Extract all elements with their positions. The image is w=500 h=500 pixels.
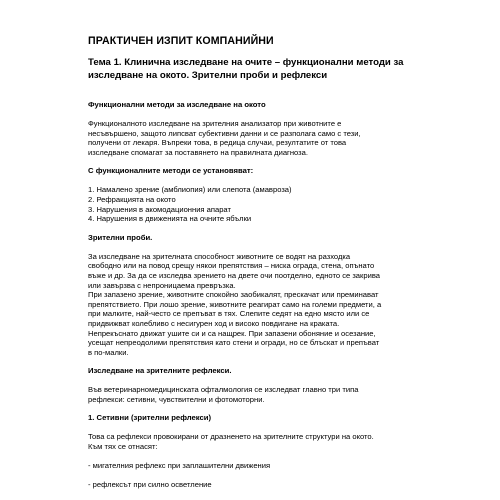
list-item: 1. Намалено зрение (амблиопия) или слепота (амавроза) — [88, 185, 292, 195]
paragraph-line: препятствието. При лошо зрение, животните реагират само на големи предмети, а — [88, 299, 382, 309]
paragraph-line: свободно или на повод срещу някои препятствия – ниска ограда, стена, опънато — [88, 261, 375, 271]
paragraph-line: Във ветеринарномедицинската офталмология се изследват главно три типа — [88, 385, 359, 395]
paragraph-sensory-reflexes — [88, 432, 416, 451]
paragraph-line: При запазено зрение, животните спокойно заобикалят, прескачат или преминават — [88, 290, 379, 300]
paragraph-reflexes — [88, 385, 416, 404]
paragraph-line: изследване спомагат за поставянето на правилната диагноза. — [88, 147, 308, 157]
bullet-item: - мигателния рефлекс при заплашителни движения — [88, 460, 271, 470]
bullet-item: - рефлексът при силно осветление — [88, 480, 212, 490]
document-title: ПРАКТИЧЕН ИЗПИТ КОМПАНИЙНИ — [88, 35, 274, 47]
paragraph-line: рефлекси: сетивни, чувствителни и фотомоторни. — [88, 394, 265, 404]
list-item: 3. Нарушения в акомодационния апарат — [88, 204, 231, 214]
list-item: 2. Рефракцията на окото — [88, 194, 176, 204]
paragraph-line: Функционалното изследване на зрителния анализатор при животните е — [88, 119, 342, 128]
topic-title — [88, 57, 416, 82]
section-heading-functional-methods: Функционални методи за изследване на окото — [88, 100, 266, 109]
paragraph-line: Към тях се отнасят: — [88, 442, 158, 452]
topic-title-line: изследване на окото. Зрителни проби и рефлекси — [88, 69, 328, 81]
paragraph-line: или завързва с непроницаема превръзка. — [88, 280, 236, 290]
paragraph-line: придвижват колебливо с несигурен ход и високо повдигане на краката. — [88, 318, 340, 328]
paragraph-line: получени от лекаря. Въпреки това, в редица случаи, резултатите от това — [88, 138, 347, 148]
paragraph-line: въже и др. За да се изследва зрението на двете очи поотделно, едното се закрива — [88, 270, 380, 280]
section-heading-sensory-reflexes: 1. Сетивни (зрителни рефлекси) — [88, 413, 212, 423]
section-heading-established: С функционалните методи се установяват: — [88, 166, 254, 176]
topic-title-line: Тема 1. Клинична изследване на очите – функционални методи за — [88, 57, 404, 68]
numbered-list — [88, 185, 416, 223]
paragraph-line: Непрекъснато движат ушите си и са нащрек. При запазени обоняние и осезание, — [88, 328, 376, 338]
section-heading-reflexes: Изследване на зрителните рефлекси. — [88, 366, 232, 376]
paragraph-visual-tests — [88, 252, 416, 358]
paragraph-functional-intro — [88, 119, 416, 157]
paragraph-line: Това са рефлекси провокирани от дразненето на зрителните структури на окото. — [88, 432, 374, 442]
paragraph-line: несъвършено, защото липсват субективни данни и се разполага само с тези, — [88, 128, 361, 138]
paragraph-line: при малките, най-често се препъват в тях. Слепите седят на едно място или се — [88, 309, 370, 319]
paragraph-line: усещат непреодолими препятствия като стени и огради, но се блъскат и препъват — [88, 338, 380, 348]
section-heading-visual-tests: Зрителни проби. — [88, 232, 153, 242]
paragraph-line: в по-малки. — [88, 347, 129, 357]
list-item: 4. Нарушения в движенията на очните ябълки — [88, 214, 252, 224]
paragraph-line: За изследване на зрителната способност животните се водят на разходка — [88, 251, 351, 261]
